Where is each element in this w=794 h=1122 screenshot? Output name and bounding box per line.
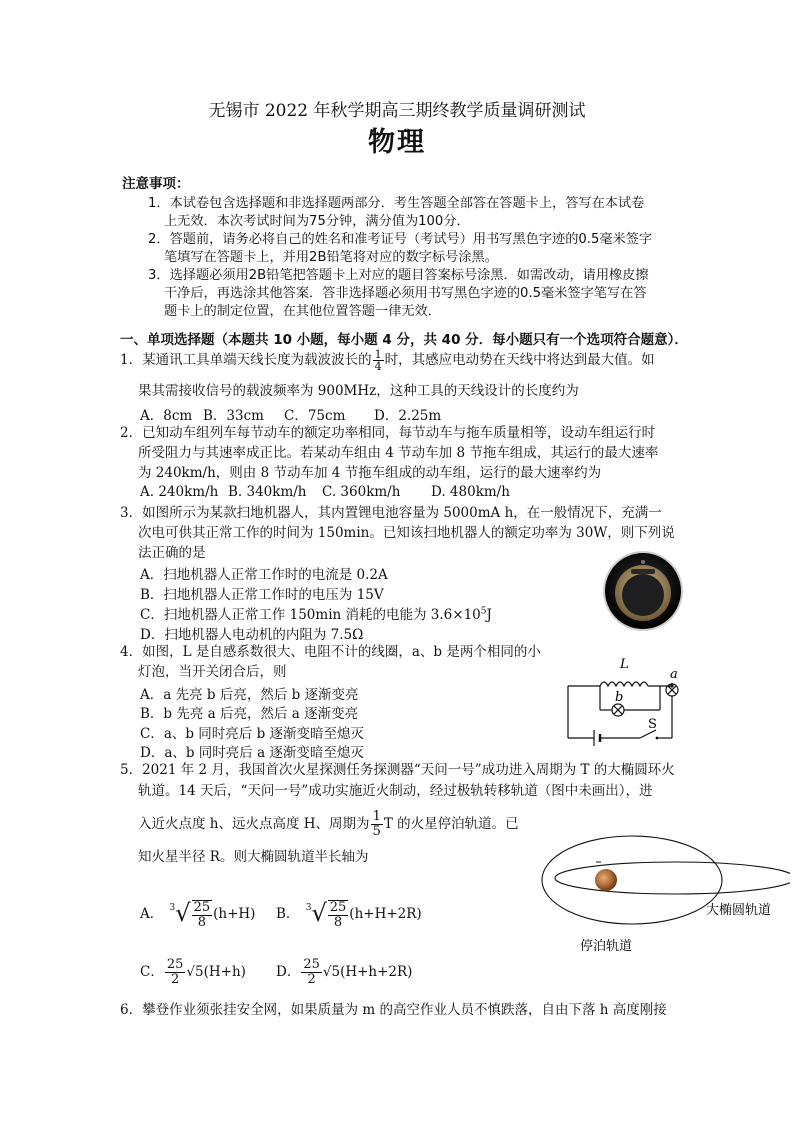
- q5-option-a-label: A．: [140, 906, 164, 922]
- q4-option-d: D．a、b 同时亮后 a 逐渐变暗至熄灭: [140, 745, 364, 761]
- robot-vacuum-image: [601, 549, 685, 633]
- lamp-b-label: b: [615, 690, 624, 705]
- q5-line-4: 知火星半径 R。则大椭圆轨道半长轴为: [138, 849, 369, 865]
- q4-option-c: C．a、b 同时亮后 b 逐渐变暗至熄灭: [140, 726, 365, 742]
- q4-option-b: B．b 先亮 a 后亮，然后 a 逐渐变亮: [140, 706, 359, 722]
- q1-line-2: 果其需接收信号的载波频率为 900MHz，这种工具的天线设计的长度约为: [138, 383, 579, 399]
- q5-option-d-radical: √: [322, 964, 332, 980]
- note-3-line-1: 3．选择题必须用2B铅笔把答题卡上对应的题目答案标号涂黑．如需改动，请用橡皮擦: [148, 268, 649, 283]
- q1-line-1: [120, 349, 655, 372]
- q2-option-d: D. 480km/h: [431, 484, 510, 500]
- q1-text-a: 1．某通讯工具单端天线长度为载波波长的: [120, 352, 372, 368]
- q3-line-1: 3．如图所示为某款扫地机器人，其内置锂电池容量为 5000mA h，在一般情况下，充满一: [120, 505, 662, 521]
- q5-frac-numerator: 1: [372, 809, 381, 824]
- q5-line-1: 5．2021 年 2 月，我国首次火星探测任务探测器“天问一号”成功进入周期为 T 的大椭圆环火: [120, 762, 675, 778]
- q5-option-c-fraction: [165, 958, 186, 987]
- q2-line-3: 为 240km/h，则由 8 节动车加 4 节拖车组成的动车组，运行的最大速率约为: [138, 465, 602, 481]
- q5-option-a-root-index: 3: [169, 903, 176, 913]
- note-3-line-3: 题卡上的制定位置，在其他位置答题一律无效．: [164, 304, 441, 319]
- q5-option-b: [276, 896, 422, 930]
- q2-option-a: A. 240km/h: [140, 484, 219, 500]
- q5-frac-denominator: 5: [372, 824, 381, 839]
- circuit-diagram: [560, 650, 694, 752]
- note-1-line-1: 1．本试卷包含选择题和非选择题两部分．考生答题全部答在答题卡上，答写在本试卷: [148, 196, 645, 211]
- q2-line-1: 2．已知动车组列车每节动车的额定功率相同，每节动车与拖车质量相等，设动车组运行时: [120, 425, 656, 441]
- lamp-a-label: a: [670, 667, 678, 682]
- q5-option-a-fraction: [192, 900, 213, 930]
- q2-option-b: B. 340km/h: [228, 484, 307, 500]
- large-elliptical-orbit: [555, 862, 790, 894]
- q3-line-3: 法正确的是: [138, 545, 206, 561]
- q2-option-c: C. 360km/h: [322, 484, 401, 500]
- q5-option-b-radical: √: [311, 899, 327, 927]
- q5-option-d-label: D．: [276, 964, 301, 980]
- q5-option-b-root-index: 3: [305, 903, 312, 913]
- q5-option-c: [140, 958, 246, 987]
- q5-option-d-den: 2: [307, 972, 316, 987]
- q5-option-c-label: C．: [140, 964, 164, 980]
- q5-option-a-radical: √: [175, 899, 191, 927]
- q5-option-b-den: 8: [333, 914, 343, 930]
- q4-line-1: 4．如图，L 是自感系数很大、电阻不计的线圈，a、b 是两个相同的小: [120, 644, 541, 660]
- note-3-line-2: 干净后，再选涂其他答案．答非选择题必须用书写黑色字迹的0.5毫米签字笔写在答: [164, 286, 647, 301]
- q5-option-b-fraction: [328, 900, 349, 930]
- q5-option-b-label: B．: [276, 906, 300, 922]
- q5-option-d-tail: 5(H+h+2R): [331, 964, 413, 980]
- q5-option-c-radical: √: [186, 964, 195, 980]
- node-dot: [670, 684, 673, 687]
- q5-text-b: T 的火星停泊轨道。已: [383, 816, 519, 832]
- q5-option-a-tail: (h+H): [213, 906, 256, 922]
- parking-orbit-label: 停泊轨道: [580, 939, 633, 954]
- q2-line-2: 所受阻力与其速率成正比。若某动车组由 4 节动车加 8 节拖车组成，其运行的最大速率: [138, 445, 659, 461]
- q4-option-a: A．a 先亮 b 后亮，然后 b 逐渐变亮: [140, 687, 359, 703]
- q5-option-d-fraction: [301, 958, 322, 987]
- q5-fraction: [371, 810, 383, 839]
- mars-planet: [595, 869, 617, 891]
- q5-option-d-num: 25: [303, 957, 320, 972]
- q3-line-2: 次电可供其正常工作的时间为 150min。已知该扫地机器人的额定功率为 30W，则下列说: [138, 525, 675, 541]
- switch-contact: [656, 737, 659, 740]
- q3-option-a: A．扫地机器人正常工作时的电流是 0.2A: [140, 567, 388, 583]
- q1-option-a: A．8cm: [140, 408, 193, 424]
- q5-option-c-den: 2: [170, 972, 180, 987]
- note-2-line-2: 笔填写在答题卡上，并用2B铅笔将对应的数字标号涂黑。: [164, 250, 498, 265]
- q4-line-2: 灯泡，当开关闭合后，则: [138, 664, 287, 680]
- inductor-label: L: [620, 657, 629, 672]
- q1-option-d: D．2.25m: [374, 408, 442, 424]
- q5-option-a-den: 8: [197, 914, 206, 930]
- q5-line-3: [138, 810, 519, 839]
- notes-heading: 注意事项：: [122, 176, 190, 192]
- q3-option-c-unit: J: [486, 607, 492, 623]
- q5-text-a: 入近火点度 h、远火点高度 H、周期为: [138, 816, 370, 832]
- orbit-diagram: [530, 830, 790, 958]
- q3-option-d: D．扫地机器人电动机的内阻为 7.5Ω: [140, 627, 364, 643]
- q5-option-a: [140, 896, 255, 930]
- q1-text-b: 时，其感应电动势在天线中将达到最大值。如: [384, 352, 655, 368]
- q5-line-2: 轨道。14 天后，“天问一号”成功实施近火制动，经过极轨转移轨道（图中未画出），进: [138, 783, 653, 799]
- q1-option-b: B．33cm: [203, 408, 264, 424]
- q1-frac-numerator: 1: [374, 348, 382, 361]
- q6-line-1: 6．攀登作业须张挂安全网，如果质量为 m 的高空作业人员不慎跌落，自由下落 h 高度刚接: [120, 1002, 667, 1018]
- q3-option-b: B．扫地机器人正常工作时的电压为 15V: [140, 587, 384, 603]
- section-heading: 一、单项选择题（本题共 10 小题，每小题 4 分，共 40 分．每小题只有一个选项符合题意）．: [120, 332, 688, 348]
- parking-orbit: [542, 836, 722, 924]
- q5-option-b-num: 25: [329, 899, 347, 915]
- q3-option-c: [140, 603, 492, 623]
- q5-option-d: [276, 958, 412, 987]
- switch-label: S: [648, 717, 657, 732]
- exam-title: 无锡市 2022 年秋学期高三期终教学质量调研测试: [208, 101, 586, 121]
- q5-option-a-num: 25: [193, 899, 211, 915]
- subject-title: 物理: [368, 127, 426, 158]
- note-2-line-1: 2．答题前，请务必将自己的姓名和准考证号（考试号）用书写黑色字迹的0.5毫米签字: [148, 232, 653, 247]
- q3-option-c-text: C．扫地机器人正常工作 150min 消耗的电能为 3.6×10: [140, 607, 481, 623]
- q5-option-c-tail: 5(H+h): [195, 964, 246, 980]
- q1-frac-denominator: 4: [374, 360, 382, 373]
- q1-option-c: C．75cm: [284, 408, 346, 424]
- big-orbit-label: 大椭圆轨道: [706, 903, 772, 918]
- q5-option-c-num: 25: [166, 957, 184, 972]
- q3-option-c-exponent: 5: [480, 606, 487, 617]
- q5-option-b-tail: (h+H+2R): [349, 906, 422, 922]
- q1-fraction: [373, 349, 384, 372]
- note-1-line-2: 上无效．本次考试时间为75分钟，满分值为100分．: [164, 214, 470, 229]
